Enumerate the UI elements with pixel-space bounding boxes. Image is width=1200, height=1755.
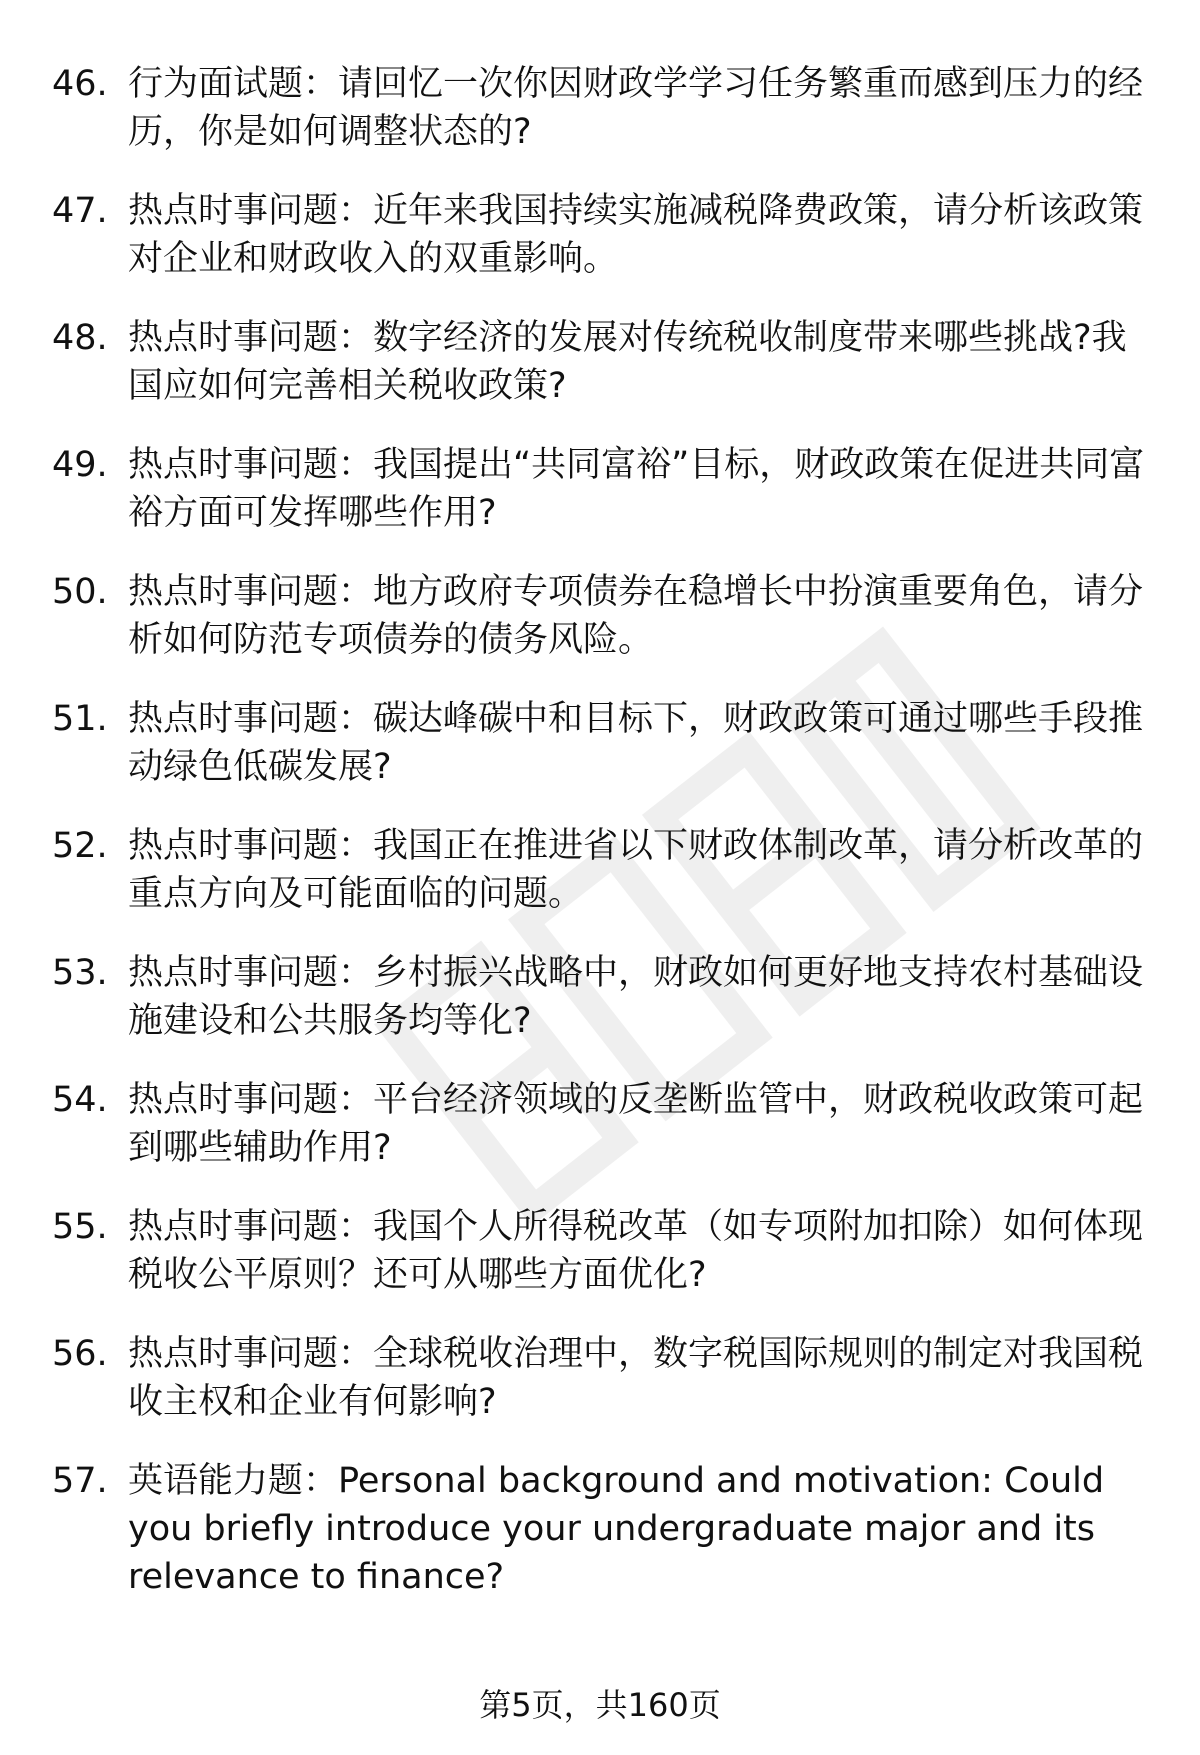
question-text: 热点时事问题：我国提出“共同富裕”目标，财政政策在促进共同富裕方面可发挥哪些作用?	[128, 445, 1145, 533]
question-text: 热点时事问题：地方政府专项债券在稳增长中扮演重要角色，请分析如何防范专项债券的债务风险。	[128, 572, 1144, 660]
question-text: 热点时事问题：平台经济领域的反垄断监管中，财政税收政策可起到哪些辅助作用?	[128, 1080, 1144, 1168]
question-number: 46.	[52, 64, 108, 104]
question-number: 47.	[52, 191, 108, 231]
question-list	[52, 60, 1152, 1632]
question-number: 56.	[52, 1334, 108, 1374]
question-text: 热点时事问题：碳达峰碳中和目标下，财政政策可通过哪些手段推动绿色低碳发展?	[128, 699, 1144, 787]
question-number: 53.	[52, 953, 108, 993]
question-text: 行为面试题：请回忆一次你因财政学学习任务繁重而感到压力的经历，你是如何调整状态的?	[128, 64, 1144, 152]
question-item	[52, 568, 1152, 664]
question-item	[52, 695, 1152, 791]
question-item	[52, 1076, 1152, 1172]
question-text: 热点时事问题：乡村振兴战略中，财政如何更好地支持农村基础设施建设和公共服务均等化?	[128, 953, 1144, 1041]
question-number: 57.	[52, 1461, 108, 1501]
question-text: 热点时事问题：近年来我国持续实施减税降费政策，请分析该政策对企业和财政收入的双重影响。	[128, 191, 1144, 279]
question-text: 热点时事问题：我国正在推进省以下财政体制改革，请分析改革的重点方向及可能面临的问题。	[128, 826, 1144, 914]
question-item	[52, 822, 1152, 918]
question-number: 48.	[52, 318, 108, 358]
question-item	[52, 949, 1152, 1045]
question-text: 热点时事问题：我国个人所得税改革（如专项附加扣除）如何体现税收公平原则？还可从哪些方面优化?	[128, 1207, 1144, 1295]
page-indicator: 第5页，共160页	[479, 1686, 721, 1724]
question-text: 英语能力题：Personal background and motivation: Could you briefly introduce your undergraduate major and its relevance to finance?	[128, 1461, 1105, 1597]
question-number: 50.	[52, 572, 108, 612]
question-item	[52, 60, 1152, 156]
question-item	[52, 1330, 1152, 1426]
question-text: 热点时事问题：数字经济的发展对传统税收制度带来哪些挑战?我国应如何完善相关税收政策?	[128, 318, 1127, 406]
question-number: 49.	[52, 445, 108, 485]
question-item	[52, 1203, 1152, 1299]
question-text: 热点时事问题：全球税收治理中，数字税国际规则的制定对我国税收主权和企业有何影响?	[128, 1334, 1144, 1422]
question-item	[52, 314, 1152, 410]
question-number: 55.	[52, 1207, 108, 1247]
question-number: 54.	[52, 1080, 108, 1120]
question-item	[52, 1457, 1152, 1601]
question-number: 52.	[52, 826, 108, 866]
question-number: 51.	[52, 699, 108, 739]
question-item	[52, 187, 1152, 283]
question-item	[52, 441, 1152, 537]
